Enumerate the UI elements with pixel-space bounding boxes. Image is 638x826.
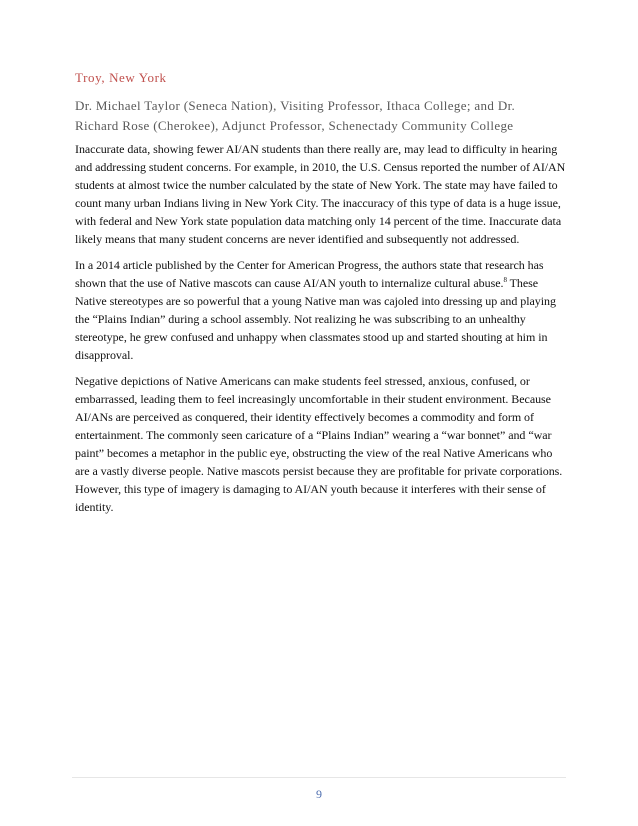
paragraph-1: Inaccurate data, showing fewer AI/AN students than there really are, may lead to difficulty in hearing and addressing student concerns. For example, in 2010, the U.S. Census reported the number of AI/AN students at almost twice the number calculated by the state of New York. The state may have failed to count many urban Indians living in New York City. The inaccuracy of this type of data is a huge issue, with federal and New York state population data matching only 14 percent of the time. Inaccurate data likely means that many student concerns are never identified and subsequently not addressed. <box>75 142 566 246</box>
paragraph-3: Negative depictions of Native Americans can make students feel stressed, anxious, confused, or embarrassed, leading them to feel increasingly uncomfortable in their student environment. Because AI/ANs are perceived as conquered, their identity effectively becomes a commodity and form of entertainment. The commonly seen caricature of a “Plains Indian” wearing a “war bonnet” and “war paint” becomes a metaphor in the public eye, obstructing the view of the real Native Americans who are a vastly diverse people. Native mascots persist because they are profitable for private corporations. However, this type of imagery is damaging to AI/AN youth because it interferes with their sense of identity. <box>75 374 563 514</box>
paragraph-2-lead: In a 2014 article published by the Center for American Progress, the authors state that research has shown that the use of Native mascots can cause AI/AN youth to internalize cultural abuse. <box>75 258 544 290</box>
paragraph-2-rest: These Native stereotypes are so powerful that a young Native man was cajoled into dressing up and playing the “Plains Indian” during a school assembly. Not realizing he was subscribing to an unhealthy stereotype, he grew confused and unhappy when classmates stood up and started shouting at him in disapproval. <box>75 276 556 362</box>
authors-line-2: Richard Rose (Cherokee), Adjunct Professor, Schenectady Community College <box>75 118 514 133</box>
footer-divider <box>72 777 566 778</box>
page-number: 9 <box>316 787 322 801</box>
footnote-marker[interactable]: 8 <box>503 276 507 284</box>
location-heading: Troy, New York <box>75 70 167 85</box>
authors-byline <box>75 96 575 136</box>
paragraph-2 <box>75 256 569 364</box>
body-text <box>75 140 569 524</box>
authors-line-1: Dr. Michael Taylor (Seneca Nation), Visiting Professor, Ithaca College; and Dr. <box>75 98 516 113</box>
